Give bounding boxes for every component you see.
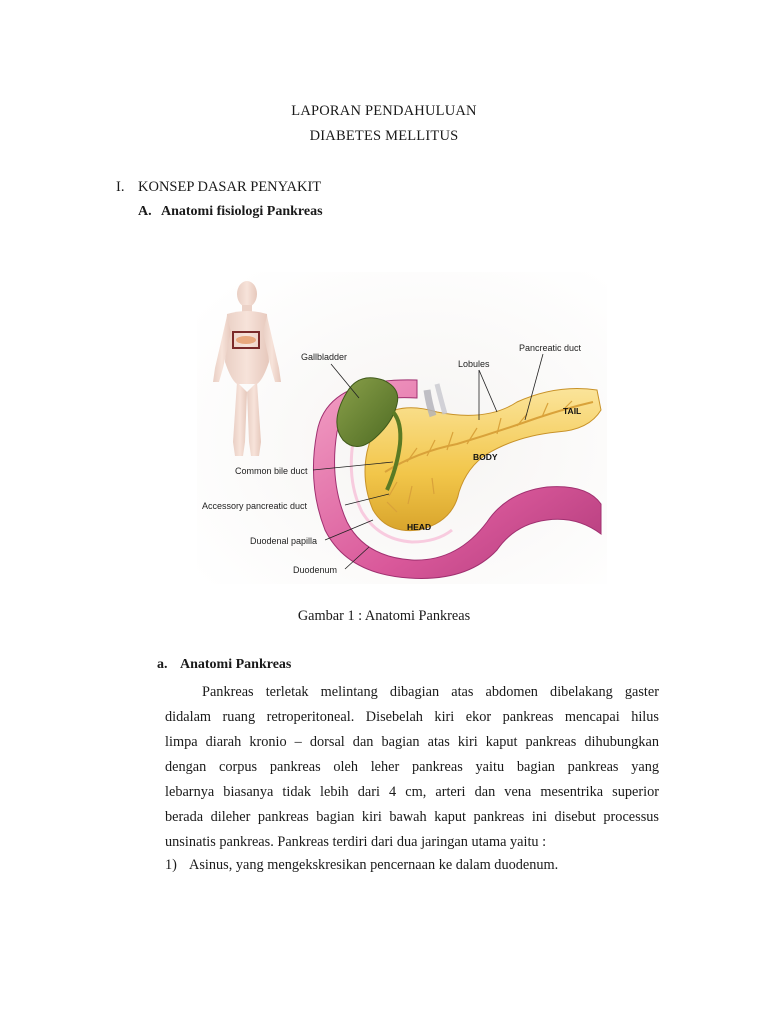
label-head: HEAD xyxy=(407,522,432,532)
label-gallbladder: Gallbladder xyxy=(301,352,348,362)
paragraph xyxy=(165,680,659,855)
figure-caption: Gambar 1 : Anatomi Pankreas xyxy=(297,608,471,624)
section-title: KONSEP DASAR PENYAKIT xyxy=(138,179,322,195)
paragraph-line: didalam ruang retroperitoneal. Disebelah kiri ekor pankreas mencapai hilus xyxy=(165,709,659,725)
paragraph-line: unsinatis pankreas. Pankreas terdiri dari dua jaringan utama yaitu : xyxy=(165,834,547,850)
paragraph-line: lebarnya biasanya tidak lebih dari 4 cm, arteri dan vena mesentrika superior xyxy=(165,784,659,800)
label-common-bile-duct: Common bile duct xyxy=(235,466,308,476)
document-title-line1: LAPORAN PENDAHULUAN xyxy=(291,103,477,119)
subsection-letter: A. xyxy=(138,204,152,219)
list-item-number: 1) xyxy=(165,857,177,873)
label-duodenal-papilla: Duodenal papilla xyxy=(250,536,318,546)
document-title-line2: DIABETES MELLITUS xyxy=(309,128,459,144)
label-body: BODY xyxy=(473,452,498,462)
paragraph-line: Pankreas terletak melintang dibagian atas abdomen dibelakang gaster xyxy=(202,684,659,700)
subheading-title: Anatomi Pankreas xyxy=(180,657,292,672)
subheading-letter: a. xyxy=(157,657,168,672)
label-accessory-duct: Accessory pancreatic duct xyxy=(202,501,308,511)
paragraph-line: dengan corpus pankreas oleh leher pankreas yaitu bagian pankreas yang xyxy=(165,759,659,775)
subsection-title: Anatomi fisiologi Pankreas xyxy=(161,204,323,219)
paragraph-line: limpa diarah kronio – dorsal dan bagian atas kiri kaput pankreas dihubungkan xyxy=(165,734,659,750)
label-duodenum: Duodenum xyxy=(293,565,338,575)
label-pancreatic-duct: Pancreatic duct xyxy=(519,343,582,353)
label-lobules: Lobules xyxy=(458,359,490,369)
pancreas-illustration xyxy=(197,272,607,584)
section-number: I. xyxy=(116,179,125,195)
list-item-text: Asinus, yang mengekskresikan pencernaan ke dalam duodenum. xyxy=(189,857,559,873)
pancreas-anatomy-figure xyxy=(197,272,607,584)
paragraph-line: berada dileher pankreas bagian kiri bawah kaput pankreas ini disebut processus xyxy=(165,809,659,825)
label-tail: TAIL xyxy=(563,406,582,416)
